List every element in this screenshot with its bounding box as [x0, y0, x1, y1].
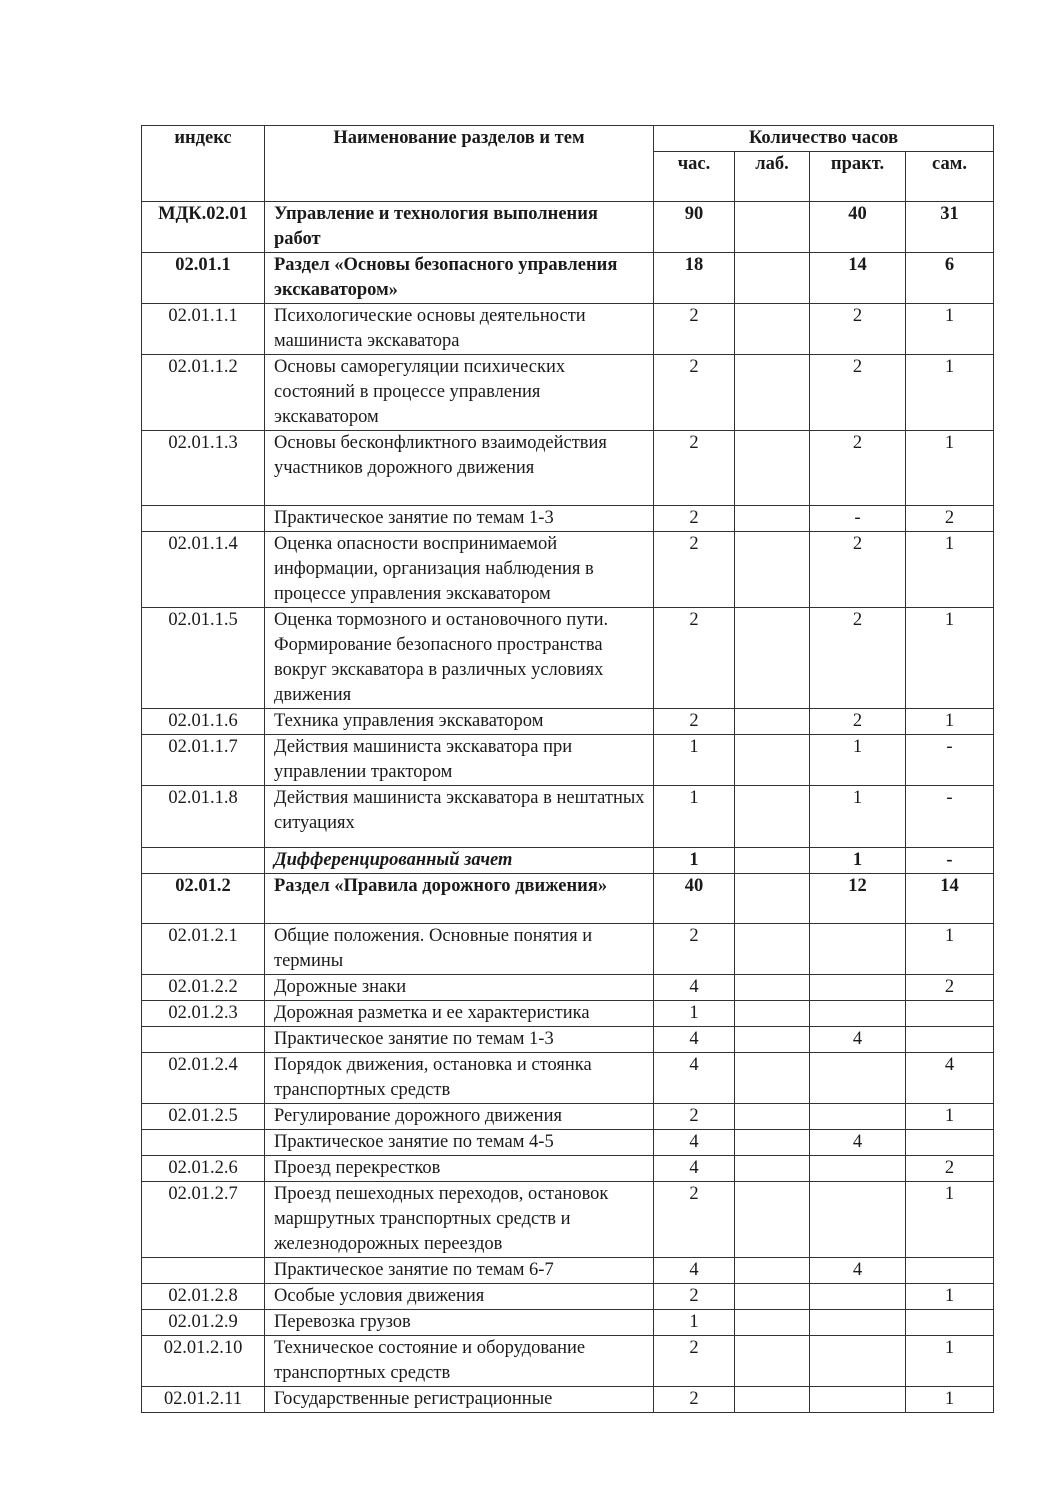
row-hours-total: 40: [654, 874, 735, 924]
row-index: 02.01.2.5: [142, 1104, 265, 1130]
row-name: Техника управления экскаватором: [265, 709, 654, 735]
row-hours-lab: [735, 1258, 810, 1284]
row-name: Основы саморегуляции психических состояний в процессе управления экскаватором: [265, 355, 654, 431]
row-hours-practice: 2: [810, 355, 906, 431]
row-name: Особые условия движения: [265, 1284, 654, 1310]
row-name: Порядок движения, остановка и стоянка транспортных средств: [265, 1053, 654, 1104]
row-name: Дифференцированный зачет: [265, 848, 654, 874]
row-name: Оценка тормозного и остановочного пути. Формирование безопасного пространства вокруг экскаватора в различных условиях движения: [265, 608, 654, 709]
row-hours-self: [906, 1310, 994, 1336]
row-hours-self: 1: [906, 532, 994, 608]
row-name: Техническое состояние и оборудование транспортных средств: [265, 1336, 654, 1387]
table-row: [142, 1001, 994, 1027]
row-name: Общие положения. Основные понятия и термины: [265, 924, 654, 975]
row-hours-practice: 12: [810, 874, 906, 924]
row-hours-lab: [735, 202, 810, 253]
row-hours-total: 4: [654, 1053, 735, 1104]
row-name: Основы бесконфликтного взаимодействия участников дорожного движения: [265, 431, 654, 506]
row-name: Проезд перекрестков: [265, 1156, 654, 1182]
row-index: 02.01.1.8: [142, 786, 265, 848]
row-hours-total: 2: [654, 608, 735, 709]
row-hours-self: 2: [906, 506, 994, 532]
row-name: Действия машиниста экскаватора в нештатных ситуациях: [265, 786, 654, 848]
row-hours-practice: 2: [810, 709, 906, 735]
row-name: Регулирование дорожного движения: [265, 1104, 654, 1130]
row-hours-lab: [735, 1053, 810, 1104]
row-hours-lab: [735, 1104, 810, 1130]
row-hours-total: 2: [654, 1104, 735, 1130]
row-hours-total: 2: [654, 431, 735, 506]
table-body: [142, 202, 994, 1413]
row-index: 02.01.2.7: [142, 1182, 265, 1258]
row-hours-practice: 40: [810, 202, 906, 253]
row-hours-lab: [735, 1001, 810, 1027]
row-hours-lab: [735, 304, 810, 355]
row-hours-self: 1: [906, 924, 994, 975]
row-hours-practice: [810, 1053, 906, 1104]
row-hours-self: 1: [906, 1336, 994, 1387]
row-hours-total: 2: [654, 532, 735, 608]
table-row: [142, 506, 994, 532]
row-index: 02.01.1.5: [142, 608, 265, 709]
row-hours-practice: [810, 1156, 906, 1182]
row-hours-total: 90: [654, 202, 735, 253]
row-hours-lab: [735, 848, 810, 874]
row-hours-total: 1: [654, 735, 735, 786]
row-hours-total: 2: [654, 1284, 735, 1310]
row-hours-total: 2: [654, 506, 735, 532]
row-index: 02.01.2.1: [142, 924, 265, 975]
row-hours-self: [906, 1001, 994, 1027]
table-row: [142, 735, 994, 786]
row-hours-self: 1: [906, 1182, 994, 1258]
row-hours-self: 4: [906, 1053, 994, 1104]
row-hours-total: 4: [654, 1156, 735, 1182]
row-hours-self: [906, 1258, 994, 1284]
row-hours-practice: 4: [810, 1027, 906, 1053]
row-name: Психологические основы деятельности машиниста экскаватора: [265, 304, 654, 355]
table-row: [142, 1284, 994, 1310]
row-hours-lab: [735, 1027, 810, 1053]
table-row: [142, 355, 994, 431]
row-hours-self: 1: [906, 608, 994, 709]
row-index: [142, 506, 265, 532]
table-row: [142, 202, 994, 253]
row-index: 02.01.1.6: [142, 709, 265, 735]
row-hours-total: 4: [654, 1258, 735, 1284]
table-row: [142, 786, 994, 848]
table-row: [142, 709, 994, 735]
row-hours-total: 1: [654, 848, 735, 874]
row-hours-self: 31: [906, 202, 994, 253]
row-hours-lab: [735, 1130, 810, 1156]
row-hours-practice: 1: [810, 848, 906, 874]
row-hours-practice: 4: [810, 1258, 906, 1284]
row-name: Практическое занятие по темам 1-3: [265, 1027, 654, 1053]
row-hours-practice: -: [810, 506, 906, 532]
header-hours-lab: лаб.: [735, 152, 810, 202]
row-hours-lab: [735, 709, 810, 735]
row-index: 02.01.1.4: [142, 532, 265, 608]
row-hours-practice: [810, 1387, 906, 1413]
row-name: Дорожная разметка и ее характеристика: [265, 1001, 654, 1027]
row-hours-lab: [735, 608, 810, 709]
row-hours-self: 2: [906, 1156, 994, 1182]
header-name: Наименование разделов и тем: [265, 126, 654, 202]
table-row: [142, 1387, 994, 1413]
row-hours-lab: [735, 924, 810, 975]
row-hours-lab: [735, 1182, 810, 1258]
row-index: 02.01.2.10: [142, 1336, 265, 1387]
row-hours-self: 14: [906, 874, 994, 924]
row-hours-practice: 2: [810, 304, 906, 355]
row-hours-total: 4: [654, 975, 735, 1001]
row-index: 02.01.2.4: [142, 1053, 265, 1104]
row-hours-self: -: [906, 786, 994, 848]
row-index: 02.01.1.7: [142, 735, 265, 786]
row-index: 02.01.2.8: [142, 1284, 265, 1310]
row-index: 02.01.2: [142, 874, 265, 924]
row-hours-total: 2: [654, 924, 735, 975]
row-name: Управление и технология выполнения работ: [265, 202, 654, 253]
row-hours-lab: [735, 355, 810, 431]
row-hours-practice: [810, 1284, 906, 1310]
row-name: Перевозка грузов: [265, 1310, 654, 1336]
row-hours-self: 2: [906, 975, 994, 1001]
table-row: [142, 1104, 994, 1130]
hours-table: [141, 125, 994, 1413]
row-hours-practice: [810, 975, 906, 1001]
row-index: 02.01.1: [142, 253, 265, 304]
row-name: Проезд пешеходных переходов, остановок маршрутных транспортных средств и железнодорожных переездов: [265, 1182, 654, 1258]
row-hours-practice: 14: [810, 253, 906, 304]
row-hours-total: 2: [654, 304, 735, 355]
row-name: Практическое занятие по темам 6-7: [265, 1258, 654, 1284]
row-hours-total: 2: [654, 1182, 735, 1258]
table-row: [142, 924, 994, 975]
header-index: индекс: [142, 126, 265, 202]
row-index: 02.01.1.3: [142, 431, 265, 506]
row-hours-self: 1: [906, 1104, 994, 1130]
row-name: Практическое занятие по темам 1-3: [265, 506, 654, 532]
row-hours-total: 18: [654, 253, 735, 304]
row-index: 02.01.2.2: [142, 975, 265, 1001]
row-hours-self: 6: [906, 253, 994, 304]
row-index: 02.01.2.6: [142, 1156, 265, 1182]
row-index: 02.01.2.3: [142, 1001, 265, 1027]
row-hours-self: 1: [906, 431, 994, 506]
row-hours-practice: [810, 1001, 906, 1027]
row-hours-self: [906, 1130, 994, 1156]
row-hours-practice: [810, 1182, 906, 1258]
row-hours-lab: [735, 506, 810, 532]
row-name: Оценка опасности воспринимаемой информации, организация наблюдения в процессе управления экскаватором: [265, 532, 654, 608]
row-hours-total: 1: [654, 1001, 735, 1027]
row-hours-lab: [735, 786, 810, 848]
row-hours-practice: 1: [810, 786, 906, 848]
row-hours-self: [906, 1027, 994, 1053]
row-hours-practice: [810, 924, 906, 975]
row-hours-total: 1: [654, 786, 735, 848]
row-hours-lab: [735, 735, 810, 786]
row-name: Раздел «Основы безопасного управления экскаватором»: [265, 253, 654, 304]
row-hours-practice: [810, 1310, 906, 1336]
table-row: [142, 431, 994, 506]
table-row: [142, 1182, 994, 1258]
row-name: Действия машиниста экскаватора при управлении трактором: [265, 735, 654, 786]
row-hours-self: 1: [906, 1284, 994, 1310]
row-hours-lab: [735, 1387, 810, 1413]
row-hours-total: 2: [654, 1336, 735, 1387]
row-name: Дорожные знаки: [265, 975, 654, 1001]
row-hours-practice: 4: [810, 1130, 906, 1156]
row-name: Государственные регистрационные: [265, 1387, 654, 1413]
row-hours-practice: [810, 1336, 906, 1387]
row-hours-lab: [735, 1310, 810, 1336]
row-index: МДК.02.01: [142, 202, 265, 253]
table-row: [142, 1027, 994, 1053]
table-row: [142, 253, 994, 304]
row-hours-lab: [735, 1336, 810, 1387]
row-hours-lab: [735, 431, 810, 506]
table-row: [142, 874, 994, 924]
row-index: [142, 848, 265, 874]
row-index: [142, 1027, 265, 1053]
row-hours-practice: 1: [810, 735, 906, 786]
row-index: 02.01.2.9: [142, 1310, 265, 1336]
table-row: [142, 975, 994, 1001]
row-hours-total: 2: [654, 709, 735, 735]
row-hours-self: -: [906, 848, 994, 874]
table-row: [142, 1310, 994, 1336]
row-hours-lab: [735, 532, 810, 608]
header-hours: Количество часов: [654, 126, 994, 152]
header-hours-total: час.: [654, 152, 735, 202]
row-index: [142, 1258, 265, 1284]
header-hours-self: сам.: [906, 152, 994, 202]
row-hours-self: 1: [906, 304, 994, 355]
row-hours-total: 2: [654, 1387, 735, 1413]
row-index: 02.01.1.1: [142, 304, 265, 355]
table-row: [142, 848, 994, 874]
row-name: Раздел «Правила дорожного движения»: [265, 874, 654, 924]
table-row: [142, 608, 994, 709]
row-hours-total: 4: [654, 1027, 735, 1053]
table-row: [142, 1130, 994, 1156]
row-hours-self: -: [906, 735, 994, 786]
row-index: 02.01.2.11: [142, 1387, 265, 1413]
row-name: Практическое занятие по темам 4-5: [265, 1130, 654, 1156]
row-hours-self: 1: [906, 709, 994, 735]
row-hours-lab: [735, 975, 810, 1001]
header-hours-practice: практ.: [810, 152, 906, 202]
row-hours-total: 1: [654, 1310, 735, 1336]
row-index: [142, 1130, 265, 1156]
row-hours-practice: [810, 1104, 906, 1130]
row-hours-lab: [735, 1284, 810, 1310]
row-index: 02.01.1.2: [142, 355, 265, 431]
table-row: [142, 1156, 994, 1182]
table-row: [142, 1053, 994, 1104]
row-hours-lab: [735, 253, 810, 304]
row-hours-lab: [735, 1156, 810, 1182]
row-hours-self: 1: [906, 1387, 994, 1413]
table-row: [142, 1336, 994, 1387]
table-row: [142, 532, 994, 608]
row-hours-total: 4: [654, 1130, 735, 1156]
table-row: [142, 1258, 994, 1284]
row-hours-practice: 2: [810, 608, 906, 709]
row-hours-self: 1: [906, 355, 994, 431]
row-hours-lab: [735, 874, 810, 924]
table-row: [142, 304, 994, 355]
row-hours-total: 2: [654, 355, 735, 431]
row-hours-practice: 2: [810, 532, 906, 608]
row-hours-practice: 2: [810, 431, 906, 506]
